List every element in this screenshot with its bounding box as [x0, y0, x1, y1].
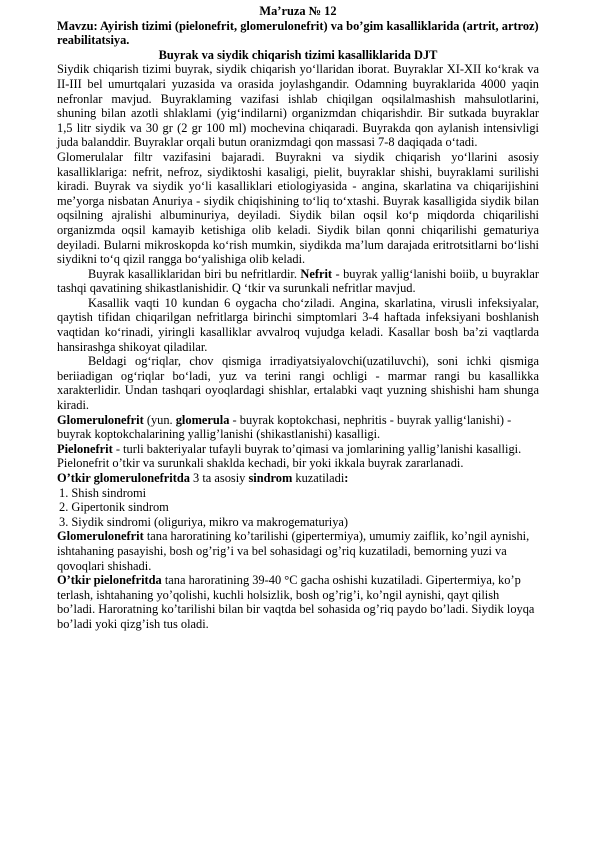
glomerulonephritis-term: Glomerulonefrit — [57, 412, 144, 427]
paragraph-glomerulonephritis-symptoms — [57, 529, 539, 573]
glomerula-term: glomerula — [175, 412, 230, 427]
acute-glom-colon: : — [344, 471, 349, 485]
paragraph-glomerula: Glomerulalar filtr vazifasini bajaradi. Buyrakni va siydik chiqarish yo‘llarini asosiy kasalliklariga: nefrit, nefroz, siydiktoshi kasaligi, pielit, buyraklar shishi, buyraklami surilishi kiradi. Buyrak va siydik yo‘li kasalliklari etiologiyasida - angina, skarlatina va chiqarijishini me’yorga nisbatan Anuriya - siydik chiqishining to‘liq to‘xtashi. Buyrak kasalligida siydik bilan oqsilning ajralishi albuminuriya, deyiladi. Siydik bilan oqsil ko‘p miqdorda chiqarilishi organizmda oqsil kamayib ketishiga olib keladi. Siydik bilan qonni chiqarilishi gematuriya deyiladi. Bularni mikroskopda ko‘rish mumkin, siydikda ma’lum darajada eritrotsitlarni bo‘lishi siydikni to‘q qizil rangga bo‘yalishiga olib keladi. — [57, 149, 539, 267]
paragraph-pyelonephritis-definition — [57, 442, 539, 457]
pyelonephritis-term: Pielonefrit — [57, 441, 113, 456]
acute-glom-text-2: kuzatiladi — [292, 471, 345, 485]
glom-symptoms-text: tana haroratining ko’tarilishi (gipertermiya), umumiy zaiflik, ko’ngil aynishi, ishtahaning pasayishi, bosh og’rig’i va bel sohasidagi og’riq kuzatiladi, bemorning yuzi va qovoqlari shishadi. — [57, 529, 530, 573]
lecture-page — [57, 4, 539, 632]
topic-text: Ayirish tizimi (pielonefrit, glomerulonefrit) va bo’gim kasalliklarida (artrit, artroz) reabilitatsiya. — [57, 18, 539, 48]
acute-glom-text-1: 3 ta asosiy — [189, 471, 249, 485]
pielo-text: - turli bakteriyalar tufayli buyrak to’qimasi va jomlarining yallig’lanishi kasalligi. — [112, 441, 522, 456]
syndrome-term: sindrom — [248, 471, 293, 485]
nephrit-term: Nefrit — [300, 266, 333, 281]
syndrome-item-3: 3. Siydik sindromi (oliguriya, mikro va makrogematuriya) — [59, 514, 349, 529]
paragraph-disease-duration: Kasallik vaqti 10 kundan 6 oygacha cho‘ziladi. Angina, skarlatina, virusli infeksiyalar, qaytish tifidan chiqarilgan nefritlarga birinchi simptomlari 3-4 haftada infeksiyani boshlanish vaqtidan ko‘rinadi, yiringli kasalliklar avvalroq vujudga keladi. Kasallar bosh ba’zi vaqtlarda hansirashga shikoyat qiladilar. — [57, 295, 539, 354]
acute-pielo-term: O’tkir pielonefritda — [57, 573, 162, 588]
topic-line — [57, 19, 539, 48]
acute-pielo-text: tana haroratining 39-40 °C gacha oshishi kuzatiladi. Gipertermiya, ko’p terlash, ishtahaning yo’qolishi, kuchli holsizlik, bosh og’rig’i, ko’ngil aynishi, qayt qilish bo’ladi. Haroratning ko’tarilishi bilan bir vaqtda bel sohasida og’riq paydo bo’ladi. Siydik loyqa bo’ladi yoki qizg’ish tus oladi. — [57, 573, 535, 631]
paragraph-pain-symptoms: Beldagi og‘riqlar, chov qismiga irradiyatsiyalovchi(uzatiluvchi), soni ichki qismiga beriiadigan og‘riqlar bo‘ladi, yuz va terini rangi ochligi - marmar rangi bu kasallikka xarakterlidir. Undan tashqari oyoqlardagi shishlar, ertalabki vaqt yuzning shishishi ham shunga kiradi. — [57, 354, 539, 413]
lecture-title: Ma’ruza № 12 — [259, 4, 337, 18]
topic-prefix: Mavzu: — [57, 18, 98, 33]
syndrome-item-1: 1. Shish sindromi — [59, 485, 147, 500]
glom-text-1: (yun. — [143, 412, 176, 427]
paragraph-acute-pyelonephritis — [57, 573, 539, 631]
acute-glom-term: O’tkir glomerulonefritda — [57, 471, 190, 485]
nephrit-definition: - buyrak yallig‘lanishi boiib, u buyraklar tashqi qavatining shikastlanishidir. Q ‘tkir va surunkali nefritlar mavjud. — [57, 266, 539, 296]
glom-symptoms-term: Glomerulonefrit — [57, 529, 144, 544]
paragraph-glomerulonephritis-definition — [57, 413, 539, 442]
paragraph-nephrit — [57, 267, 539, 296]
paragraph-acute-glomerulonephritis — [57, 471, 539, 486]
glom-text-2: - buyrak koptokchasi, nephritis - buyrak yallig‘lanishi) - buyrak koptokchalarining yallig’lanishi (shikastlanishi) kasalligi. — [57, 412, 512, 442]
paragraph-urinary-system: Siydik chiqarish tizimi buyrak, siydik chiqarish yo‘llaridan iborat. Buyraklar XI-XII ko‘krak va II-III bel umurtqalari yuzasida va orasida joylashgandir. Odamning buyraklarida 4000 yaqin nefronlar mavjud. Buyraklaming vazifasi ishlab chiqilgan oqsilalmashish mahsulotlarini, shuning bilan azotli shlaklami (yig‘indilarni) organizmdan chiqarishdir. Bir sutkada buyraklar 1,5 litr siydik va 30 gr (2 gr 100 ml) mochevina chiqaradi. Buyrakda qon aylanish intensivligi juda balanddir. Buyraklar orqali butun oranizmdagi qon massasi 7-8 daqiqada o‘tadi. — [57, 62, 539, 150]
nephrit-intro: Buyrak kasalliklaridan biri bu nefritlardir. — [88, 266, 301, 281]
syndrome-item-2: 2. Gipertonik sindrom — [59, 500, 169, 515]
section-subheading: Buyrak va siydik chiqarish tizimi kasalliklarida DJT — [158, 47, 438, 62]
paragraph-pyelonephritis-forms: Pielonefrit o’tkir va surunkali shaklda kechadi, bir yoki ikkala buyrak zararlanadi. — [57, 456, 464, 471]
